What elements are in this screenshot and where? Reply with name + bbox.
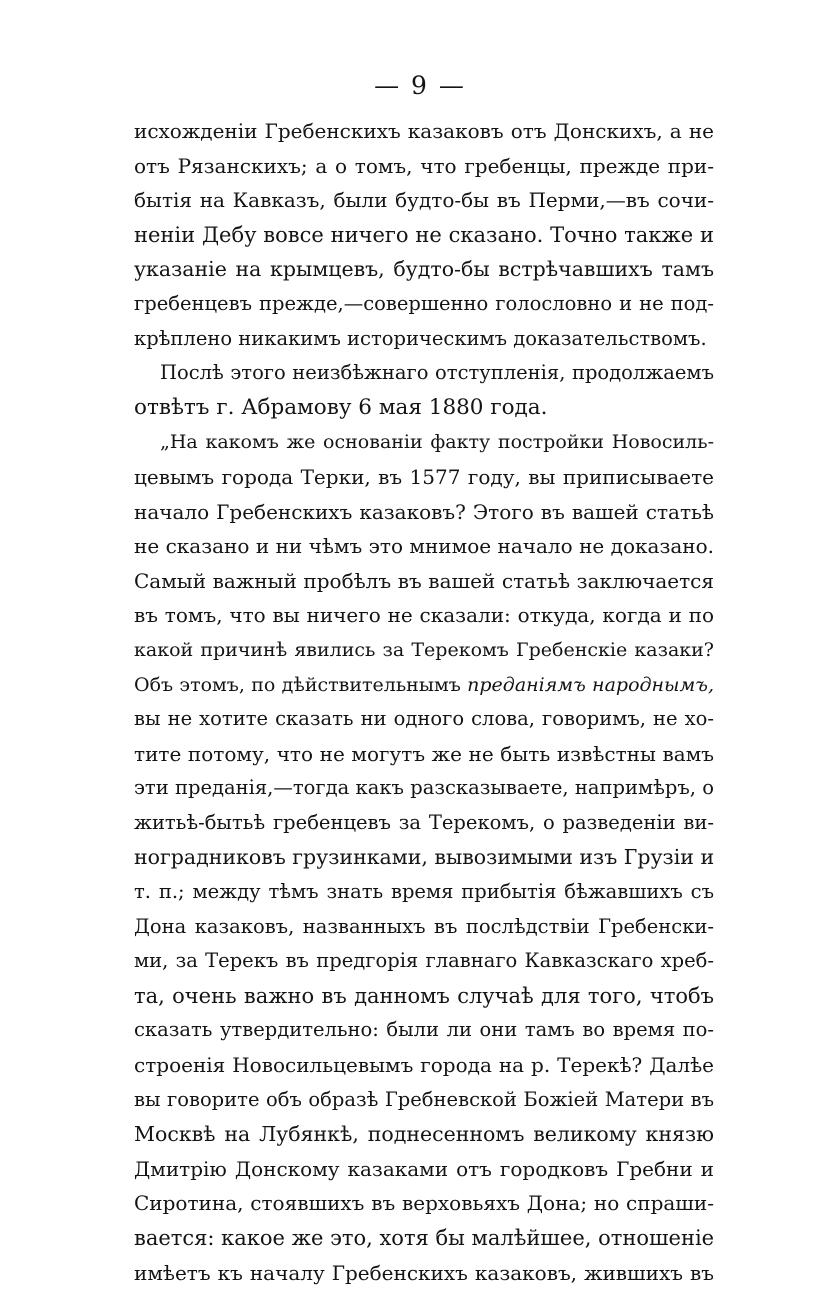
text-line: Дмитрію Донскому казаками отъ городковъ Гребни и	[134, 1156, 714, 1181]
text-line: ми, за Терекъ въ предгорія главнаго Кавказскаго хреб-	[134, 949, 714, 973]
text-line: т. п.; между тѣмъ знать время прибытія бѣжавшихъ съ	[134, 880, 714, 904]
text-line: имѣетъ къ началу Гребенскихъ казаковъ, жившихъ въ	[134, 1260, 714, 1285]
text-line-italic: преданіямъ народнымъ,	[467, 673, 714, 696]
text-line: та, очень важно въ данномъ случаѣ для того, чтобъ	[134, 983, 714, 1008]
text-line: сказать утвердительно: были ли они тамъ во время по-	[134, 1018, 714, 1042]
text-line: Москвѣ на Лубянкѣ, поднесенномъ великому князю	[134, 1122, 714, 1147]
text-line: эти преданія,—тогда какъ разсказываете, напримѣръ, о	[134, 776, 714, 800]
text-line	[134, 668, 714, 703]
text-line: какой причинѣ явились за Терекомъ Гребенскіе казаки?	[134, 638, 714, 661]
text-line: отвѣтъ г. Абрамову 6 мая 1880 года.	[134, 394, 548, 420]
text-line: вы говорите объ образѣ Гребневской Божіей Матери въ	[134, 1087, 714, 1111]
text-line: Послѣ этого неизбѣжнаго отступленія, продолжаемъ	[160, 361, 714, 385]
text-line: гребенцевъ прежде,—совершенно голословно и не под-	[134, 291, 714, 315]
text-line: не сказано и ни чѣмъ это мнимое начало не доказано.	[134, 534, 714, 559]
text-line: тите потому, что не могутъ же не быть извѣстны вамъ	[134, 741, 714, 766]
text-line: Сиротина, стоявшихъ въ верховьяхъ Дона; но спраши-	[134, 1191, 714, 1216]
text-line: Самый важный пробѣлъ въ вашей статьѣ заключается	[134, 568, 714, 593]
text-line: „На какомъ же основаніи факту постройки Новосиль-	[160, 431, 714, 454]
text-line: Дона казаковъ, названныхъ въ послѣдствіи Гребенски-	[134, 914, 714, 938]
body-text	[134, 114, 714, 1290]
text-line: житьѣ-бытьѣ гребенцевъ за Терекомъ, о разведеніи ви-	[134, 810, 714, 834]
text-line: въ томъ, что вы ничего не сказали: откуда, когда и по	[134, 603, 714, 628]
text-line: начало Гребенскихъ казаковъ? Этого въ вашей статьѣ	[134, 499, 714, 524]
text-line: указаніе на крымцевъ, будто-бы встрѣчавшихъ тамъ	[134, 257, 714, 282]
text-line-plain: Объ этомъ, по дѣйствительнымъ	[134, 673, 461, 696]
text-line: неніи Дебу вовсе ничего не сказано. Точно также и	[134, 222, 714, 247]
text-line: крѣплено никакимъ историческимъ доказательствомъ.	[134, 326, 707, 350]
text-line: вы не хотите сказать ни одного слова, говоримъ, не хо-	[134, 707, 714, 731]
text-line: исхожденіи Гребенскихъ казаковъ отъ Донскихъ, а не	[134, 119, 714, 143]
text-line: цевымъ города Терки, въ 1577 году, вы приписываете	[134, 464, 714, 489]
text-line: вается: какое же это, хотя бы малѣйшее, отношеніе	[134, 1226, 714, 1250]
text-line: отъ Рязанскихъ; а о томъ, что гребенцы, прежде при-	[134, 153, 714, 178]
page-number: — 9 —	[374, 71, 466, 100]
text-line: ноградниковъ грузинками, вывозимыми изъ Грузіи и	[134, 845, 714, 870]
text-line: бытія на Кавказъ, были будто-бы въ Перми,—въ сочи-	[134, 188, 714, 213]
text-line: строенія Новосильцевымъ города на р. Терекѣ? Далѣе	[134, 1053, 714, 1078]
